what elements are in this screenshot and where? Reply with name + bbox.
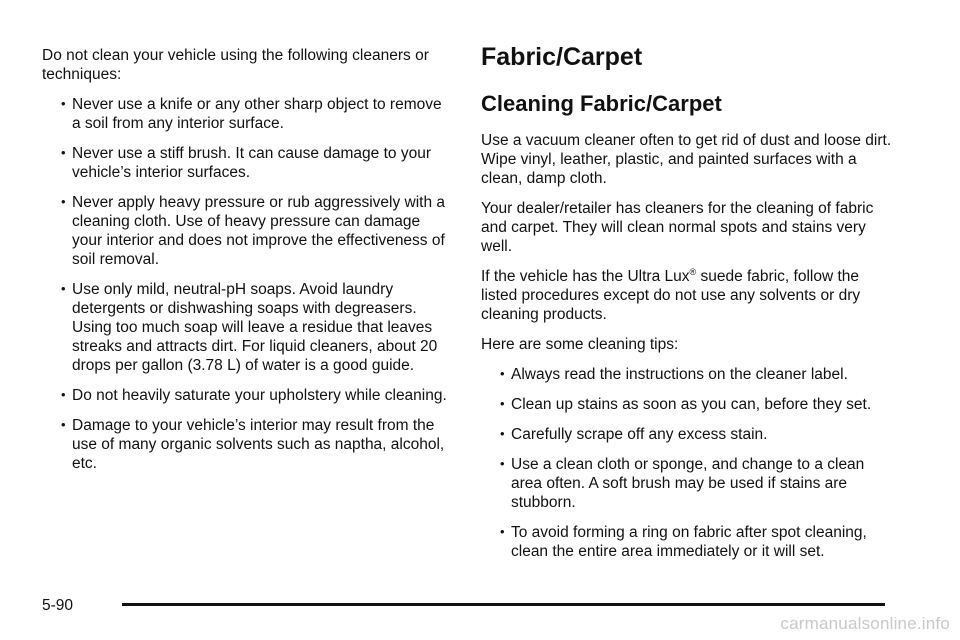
section-title: Fabric/Carpet: [481, 43, 643, 71]
list-item-text: Always read the instructions on the cleaner label.: [511, 366, 848, 383]
left-column: [42, 46, 450, 484]
page-number: 5-90: [42, 597, 74, 614]
bullet-icon: •: [61, 194, 66, 209]
list-item: [481, 365, 896, 384]
list-item-text: Damage to your vehicle’s interior may result from the use of many organic solvents such as naptha, alcohol, etc.: [72, 417, 445, 472]
bullet-icon: •: [500, 456, 505, 471]
watermark: carmanualsonline.info: [780, 614, 950, 633]
right-column: [481, 42, 896, 572]
bullet-icon: •: [61, 145, 66, 160]
list-item-text: Use a clean cloth or sponge, and change to a clean area often. A soft brush may be used if stains are stubborn.: [511, 456, 865, 511]
list-item-text: Never use a knife or any other sharp object to remove a soil from any interior surface.: [72, 96, 442, 132]
list-item-text: To avoid forming a ring on fabric after spot cleaning, clean the entire area immediately or it will set.: [511, 524, 867, 560]
list-item: [481, 523, 896, 561]
registered-mark: ®: [689, 266, 697, 277]
subsection-title: Cleaning Fabric/Carpet: [481, 91, 722, 116]
list-item-text: Never apply heavy pressure or rub aggressively with a cleaning cloth. Use of heavy pressure can damage your interior and does not improve the effectiveness of soil removal.: [72, 194, 446, 268]
bullet-icon: •: [61, 281, 66, 296]
tips-list: [481, 365, 896, 561]
list-item-text: Carefully scrape off any excess stain.: [511, 426, 768, 443]
list-item: [42, 144, 450, 182]
list-item-text: Clean up stains as soon as you can, before they set.: [511, 396, 872, 413]
paragraph-text-end: suede fabric, follow the listed procedures except do not use any solvents or dry cleaning products.: [481, 268, 861, 323]
bullet-icon: •: [61, 387, 66, 402]
paragraph-text-start: If the vehicle has the Ultra Lux: [481, 268, 690, 285]
bullet-icon: •: [500, 426, 505, 441]
paragraph-dealer-cleaners: Your dealer/retailer has cleaners for the cleaning of fabric and carpet. They will clean normal spots and stains very well.: [481, 200, 874, 255]
list-item: [42, 416, 450, 473]
list-item: [481, 455, 896, 512]
list-item: [42, 280, 450, 375]
list-item: [481, 425, 896, 444]
bullet-icon: •: [500, 524, 505, 539]
paragraph-ultra-lux: [481, 267, 896, 324]
list-item-text: Use only mild, neutral-pH soaps. Avoid laundry detergents or dishwashing soaps with degreasers. Using too much soap will leave a residue that leaves streaks and attracts dirt. For liquid cleaners, about 20 drops per gallon (3.78 L) of water is a good guide.: [72, 281, 438, 374]
bullet-icon: •: [500, 396, 505, 411]
bullet-icon: •: [500, 366, 505, 381]
left-bullet-list: [42, 95, 450, 473]
list-item-text: Never use a stiff brush. It can cause damage to your vehicle’s interior surfaces.: [72, 145, 431, 181]
bullet-icon: •: [61, 96, 66, 111]
tips-intro: Here are some cleaning tips:: [481, 336, 679, 353]
list-item: [481, 395, 896, 414]
paragraph-vacuum: Use a vacuum cleaner often to get rid of dust and loose dirt. Wipe vinyl, leather, plastic, and painted surfaces with a clean, damp cloth.: [481, 132, 892, 187]
list-item: [42, 193, 450, 269]
list-item: [42, 95, 450, 133]
left-intro: Do not clean your vehicle using the following cleaners or techniques:: [42, 47, 429, 83]
list-item: [42, 386, 450, 405]
footer-divider: [122, 603, 885, 606]
list-item-text: Do not heavily saturate your upholstery while cleaning.: [72, 387, 447, 404]
bullet-icon: •: [61, 417, 66, 432]
